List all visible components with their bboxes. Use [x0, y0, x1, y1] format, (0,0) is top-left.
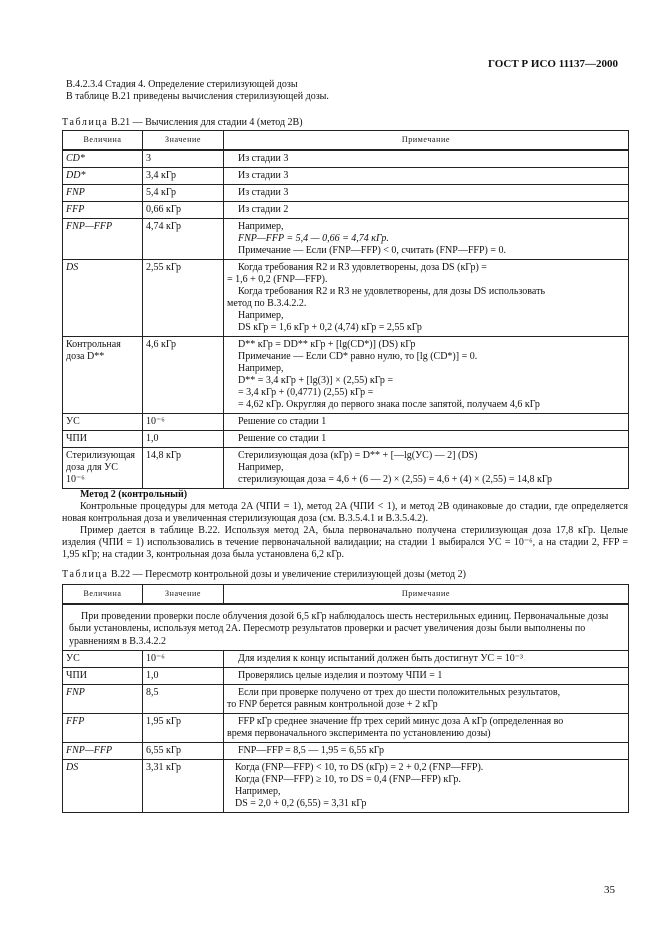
page-number: 35: [604, 884, 615, 896]
note-line: Когда требования R2 и R3 удовлетворены, доза DS (кГр) =: [238, 261, 487, 273]
cell-value: 1,0: [143, 668, 224, 685]
note-line: время первоначального эксперимента по установлению дозы): [227, 728, 491, 740]
section-heading: B.4.2.3.4 Стадия 4. Определение стерилизующей дозы: [66, 79, 298, 90]
table-row: [63, 430, 629, 447]
cell-note: [224, 218, 629, 259]
method2-paragraph: Пример дается в таблице B.22. Используя метод 2A, была первоначально получена стерилизующая доза 17,8 кГр. Целые изделия (ЧПИ = 1) использовались в течение первоначальной валидации; на стадии 1 выбирался УС = 10⁻⁶, а на стадии 2, FFP = 1,95 кГр; на стадии 3, контрольная доза была установлена 6,2 кГр.: [62, 525, 628, 560]
caption-prefix: Таблица: [62, 569, 109, 580]
table-row: [63, 760, 629, 813]
cell-quantity: CD*: [63, 150, 143, 168]
table-b21: [62, 130, 629, 489]
table-row: [63, 743, 629, 760]
note-line: = 1,6 + 0,2 (FNP—FFP).: [227, 273, 328, 285]
cell-note: Из стадии 3: [224, 167, 629, 184]
table-row: [63, 714, 629, 743]
cell-value: 8,5: [143, 685, 224, 714]
caption-text: B.21 — Вычисления для стадии 4 (метод 2В): [110, 117, 303, 128]
cell-value: 5,4 кГр: [143, 184, 224, 201]
cell-full-note: При проведении проверки после облучения дозой 6,5 кГр наблюдалось шесть нестерильных единиц. Первоначальные дозы были установлены, используя метод 2A. Пересмотр результатов проверки и расчет увеличения дозы были выполнены по уравнениям в B.3.4.2.2: [63, 604, 629, 651]
col-header-quantity: Величина: [63, 585, 143, 604]
cell-note: [224, 259, 629, 336]
cell-note: Решение со стадии 1: [224, 430, 629, 447]
cell-note: [224, 336, 629, 413]
note-line: D** = 3,4 кГр + [lg(3)] × (2,55) кГр =: [238, 374, 394, 386]
note-line: Стерилизующая доза (кГр) = D** + [—lg(УС) — 2] (DS): [238, 449, 478, 461]
cell-value: 4,6 кГр: [143, 336, 224, 413]
note-line: Например,: [238, 461, 284, 473]
table-row: [63, 447, 629, 488]
method2-paragraph: Контрольные процедуры для метода 2A (ЧПИ = 1), метод 2A (ЧПИ < 1), и метод 2В одинаковые до стадии, где определяется новая контрольная доза и увеличенная стерилизующая доза (см. B.3.5.4.1 и B.3.5.4.2).: [62, 501, 628, 524]
note-line: Когда (FNP—FFP) < 10, то DS (кГр) = 2 + 0,2 (FNP—FFP).: [235, 762, 484, 774]
table-b22: [62, 584, 629, 813]
cell-value: 3: [143, 150, 224, 168]
cell-quantity: УС: [63, 651, 143, 668]
table-row: [63, 336, 629, 413]
col-header-note: Примечание: [224, 131, 629, 150]
note-line: метод по B.3.4.2.2.: [227, 297, 307, 309]
cell-value: 1,0: [143, 430, 224, 447]
table-row: [63, 167, 629, 184]
note-line: D** кГр = DD** кГр + [lg(CD*)] (DS) кГр: [238, 338, 416, 350]
method2-title: Метод 2 (контрольный): [80, 489, 188, 500]
table-row: [63, 184, 629, 201]
cell-note: Для изделия к концу испытаний должен быть достигнут УС = 10⁻³: [224, 651, 629, 668]
method2-section: [62, 489, 628, 561]
cell-note: Решение со стадии 1: [224, 413, 629, 430]
note-line: Примечание — Если CD* равно нулю, то [lg (CD*)] = 0.: [238, 350, 478, 362]
cell-quantity: FNP: [63, 685, 143, 714]
table-full-row: [63, 604, 629, 651]
note-line: Например,: [238, 362, 284, 374]
caption-text: B.22 — Пересмотр контрольной дозы и увеличение стерилизующей дозы (метод 2): [110, 569, 466, 580]
col-header-value: Значение: [143, 131, 224, 150]
cell-quantity: DD*: [63, 167, 143, 184]
cell-note: [224, 447, 629, 488]
note-line: Например,: [238, 309, 284, 321]
cell-quantity: DS: [63, 259, 143, 336]
note-line: стерилизующая доза = 4,6 + (6 — 2) × (2,55) = 4,6 + (4) × (2,55) = 14,8 кГр: [238, 473, 552, 485]
cell-value: 3,31 кГр: [143, 760, 224, 813]
intro-text: В таблице B.21 приведены вычисления стерилизующей дозы.: [66, 91, 329, 102]
table-row: [63, 218, 629, 259]
cell-quantity: ЧПИ: [63, 430, 143, 447]
standard-code: ГОСТ Р ИСО 11137—2000: [487, 58, 618, 70]
cell-quantity: ЧПИ: [63, 668, 143, 685]
note-line: Когда требования R2 и R3 не удовлетворены, для дозы DS использовать: [238, 285, 546, 297]
cell-note: [224, 714, 629, 743]
note-line: FNP—FFP = 5,4 — 0,66 = 4,74 кГр.: [238, 232, 389, 244]
cell-note: [224, 685, 629, 714]
cell-quantity: DS: [63, 760, 143, 813]
cell-quantity: УС: [63, 413, 143, 430]
cell-value: 6,55 кГр: [143, 743, 224, 760]
cell-quantity: Контрольная доза D**: [63, 336, 143, 413]
caption-prefix: Таблица: [62, 117, 109, 128]
cell-note: [224, 760, 629, 813]
note-line: = 3,4 кГр + (0,4771) (2,55) кГр =: [238, 386, 374, 398]
note-line: Если при проверке получено от трех до шести положительных результатов,: [238, 687, 561, 699]
cell-value: 10⁻⁶: [143, 413, 224, 430]
cell-quantity: FNP: [63, 184, 143, 201]
note-line: Например,: [238, 220, 284, 232]
cell-note: Из стадии 3: [224, 150, 629, 168]
table-row: [63, 685, 629, 714]
cell-note: Из стадии 2: [224, 201, 629, 218]
note-line: то FNP берется равным контрольной дозе + 2 кГр: [227, 699, 438, 711]
cell-value: 14,8 кГр: [143, 447, 224, 488]
note-line: Примечание — Если (FNP—FFP) < 0, считать (FNP—FFP) = 0.: [238, 244, 506, 256]
cell-quantity: Стерилизующая доза для УС 10⁻⁶: [63, 447, 143, 488]
table-row: [63, 651, 629, 668]
table-row: [63, 413, 629, 430]
cell-quantity: FNP—FFP: [63, 743, 143, 760]
table-b22-caption: [62, 569, 466, 581]
cell-value: 3,4 кГр: [143, 167, 224, 184]
cell-note: FNP—FFP = 8,5 — 1,95 = 6,55 кГр: [224, 743, 629, 760]
cell-value: 10⁻⁶: [143, 651, 224, 668]
table-row: [63, 150, 629, 168]
note-line: DS = 2,0 + 0,2 (6,55) = 3,31 кГр: [235, 798, 367, 810]
col-header-value: Значение: [143, 585, 224, 604]
table-header-row: [63, 585, 629, 604]
cell-value: 1,95 кГр: [143, 714, 224, 743]
cell-note: Из стадии 3: [224, 184, 629, 201]
cell-value: 4,74 кГр: [143, 218, 224, 259]
cell-quantity: FFP: [63, 201, 143, 218]
cell-quantity: FFP: [63, 714, 143, 743]
table-row: [63, 201, 629, 218]
note-line: Когда (FNP—FFP) ≥ 10, то DS = 0,4 (FNP—FFP) кГр.: [235, 774, 461, 786]
col-header-quantity: Величина: [63, 131, 143, 150]
cell-value: 2,55 кГр: [143, 259, 224, 336]
cell-note: Проверялись целые изделия и поэтому ЧПИ = 1: [224, 668, 629, 685]
note-line: DS кГр = 1,6 кГр + 0,2 (4,74) кГр = 2,55 кГр: [238, 321, 422, 333]
table-row: [63, 259, 629, 336]
table-b21-caption: [62, 117, 303, 129]
cell-value: 0,66 кГр: [143, 201, 224, 218]
note-line: Например,: [235, 786, 281, 798]
table-row: [63, 668, 629, 685]
intro-block: [66, 79, 626, 103]
note-line: FFP кГр среднее значение ffp трех серий минус доза A кГр (определенная во: [238, 716, 564, 728]
note-line: = 4,62 кГр. Округляя до первого знака после запятой, получаем 4,6 кГр: [238, 398, 540, 410]
cell-quantity: FNP—FFP: [63, 218, 143, 259]
col-header-note: Примечание: [224, 585, 629, 604]
table-header-row: [63, 131, 629, 150]
